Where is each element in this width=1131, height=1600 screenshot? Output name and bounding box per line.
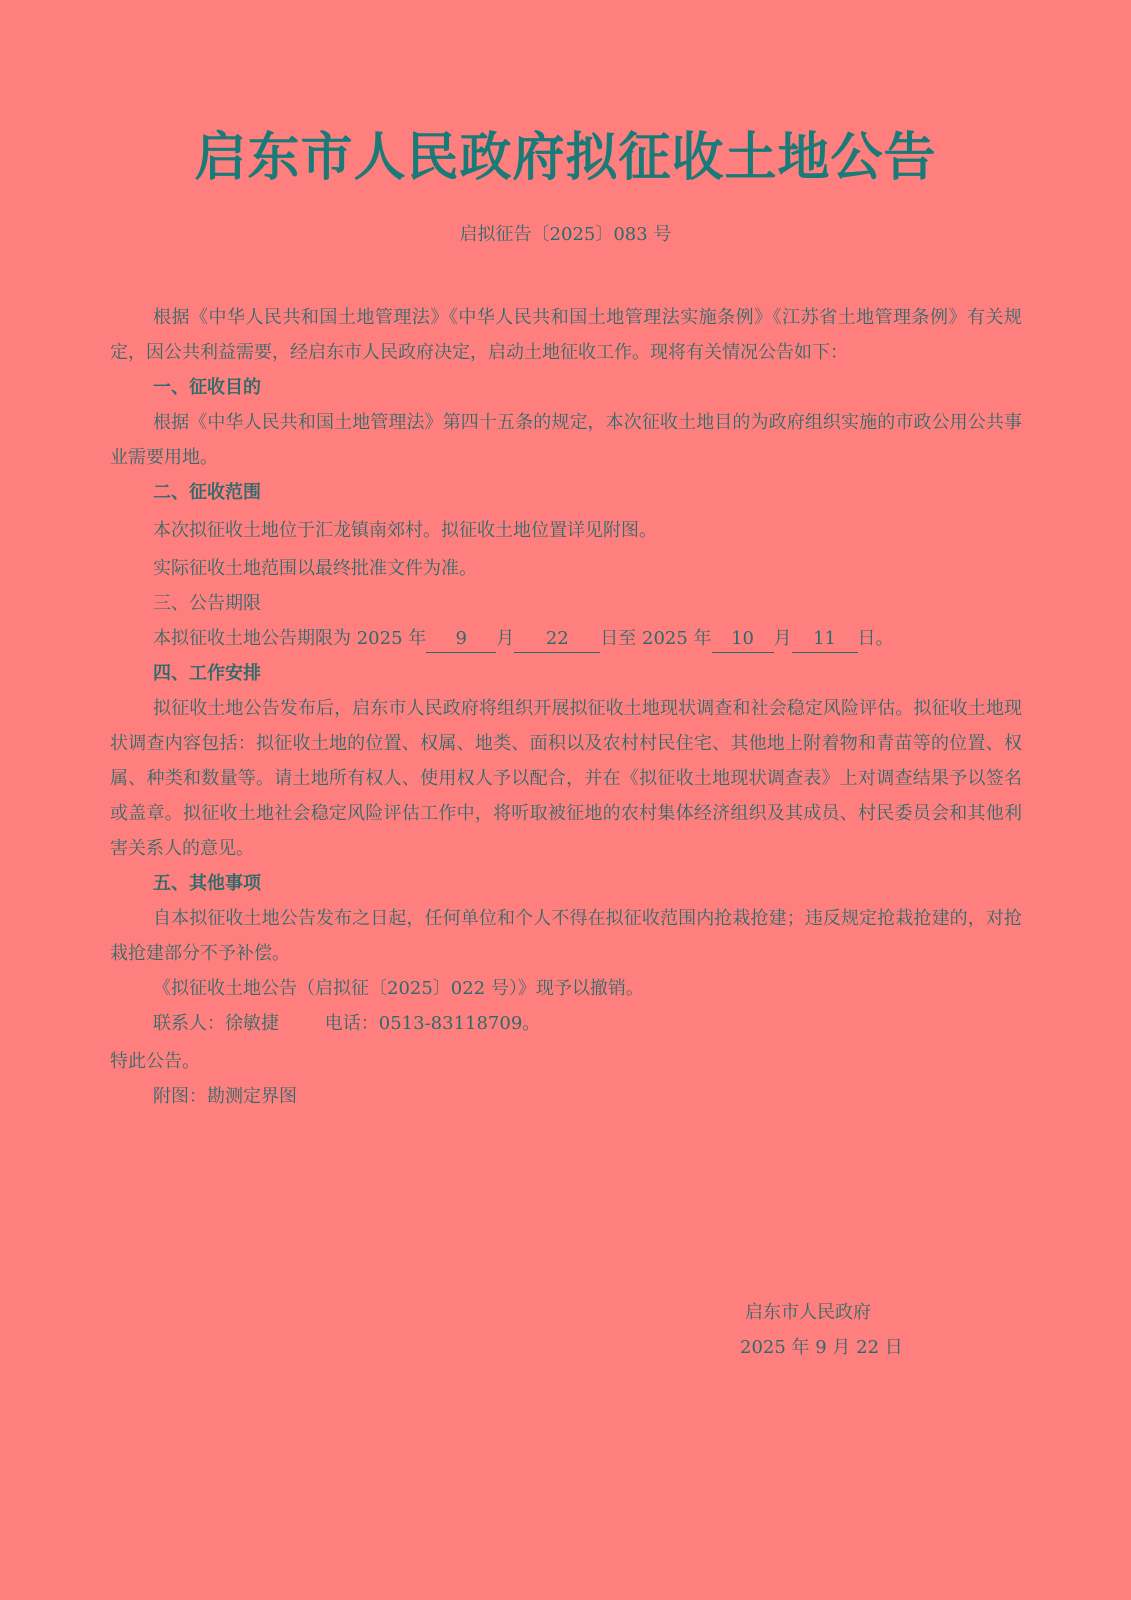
period-mid: 日至 2025 年 <box>600 628 712 649</box>
period-end-month: 10 <box>712 626 774 653</box>
closing-line: 特此公告。 <box>110 1051 200 1072</box>
section-text-purpose: 根据《中华人民共和国土地管理法》第四十五条的规定，本次征收土地目的为政府组织实施的市政公用公共事业需要用地。 <box>110 412 1022 468</box>
section-text-period <box>110 621 1022 656</box>
section-heading-scope: 二、征收范围 <box>153 482 261 503</box>
period-end-day: 11 <box>792 626 858 653</box>
section-heading-arrangement: 四、工作安排 <box>153 663 261 684</box>
section-text-revoke: 《拟征收土地公告（启拟征〔2025〕022 号）》现予以撤销。 <box>153 978 644 999</box>
signature-date: 2025 年 9 月 22 日 <box>740 1337 903 1358</box>
page-title: 启东市人民政府拟征收土地公告 <box>194 127 937 188</box>
signature-org: 启东市人民政府 <box>745 1302 871 1323</box>
period-month-char: 月 <box>496 628 515 649</box>
section-text-scope-location: 本次拟征收土地位于汇龙镇南郊村。拟征收土地位置详见附图。 <box>153 520 657 541</box>
notice-body <box>110 300 1022 1114</box>
period-suffix: 日。 <box>857 628 894 649</box>
section-text-arrangement: 拟征收土地公告发布后，启东市人民政府将组织开展拟征收土地现状调查和社会稳定风险评估。拟征收土地现状调查内容包括：拟征收土地的位置、权属、地类、面积以及农村村民住宅、其他地上附着物和青苗等的位置、权属、种类和数量等。请土地所有权人、使用权人予以配合，并在《拟征收土地现状调查表》上对调查结果予以签名或盖章。拟征收土地社会稳定风险评估工作中，将听取被征地的农村集体经济组织及其成员、村民委员会和其他利害关系人的意见。 <box>110 698 1022 859</box>
period-start-month: 9 <box>426 626 496 653</box>
period-start-day: 22 <box>514 626 600 653</box>
section-text-scope-final: 实际征收土地范围以最终批准文件为准。 <box>153 558 477 579</box>
section-heading-period: 三、公告期限 <box>153 593 261 614</box>
attachment-line: 附图：勘测定界图 <box>153 1086 297 1107</box>
section-heading-other: 五、其他事项 <box>153 873 261 894</box>
document-number: 启拟征告〔2025〕083 号 <box>459 224 672 245</box>
section-text-other: 自本拟征收土地公告发布之日起，任何单位和个人不得在拟征收范围内抢栽抢建；违反规定抢栽抢建的，对抢栽抢建部分不予补偿。 <box>110 908 1022 964</box>
period-month-char-2: 月 <box>773 628 792 649</box>
section-heading-purpose: 一、征收目的 <box>153 377 261 398</box>
contact-line: 联系人：徐敏捷 电话：0513-83118709。 <box>153 1013 541 1034</box>
period-prefix: 本拟征收土地公告期限为 2025 年 <box>153 628 427 649</box>
intro-paragraph: 根据《中华人民共和国土地管理法》《中华人民共和国土地管理法实施条例》《江苏省土地管理条例》有关规定，因公共利益需要，经启东市人民政府决定，启动土地征收工作。现将有关情况公告如下： <box>110 307 1022 363</box>
